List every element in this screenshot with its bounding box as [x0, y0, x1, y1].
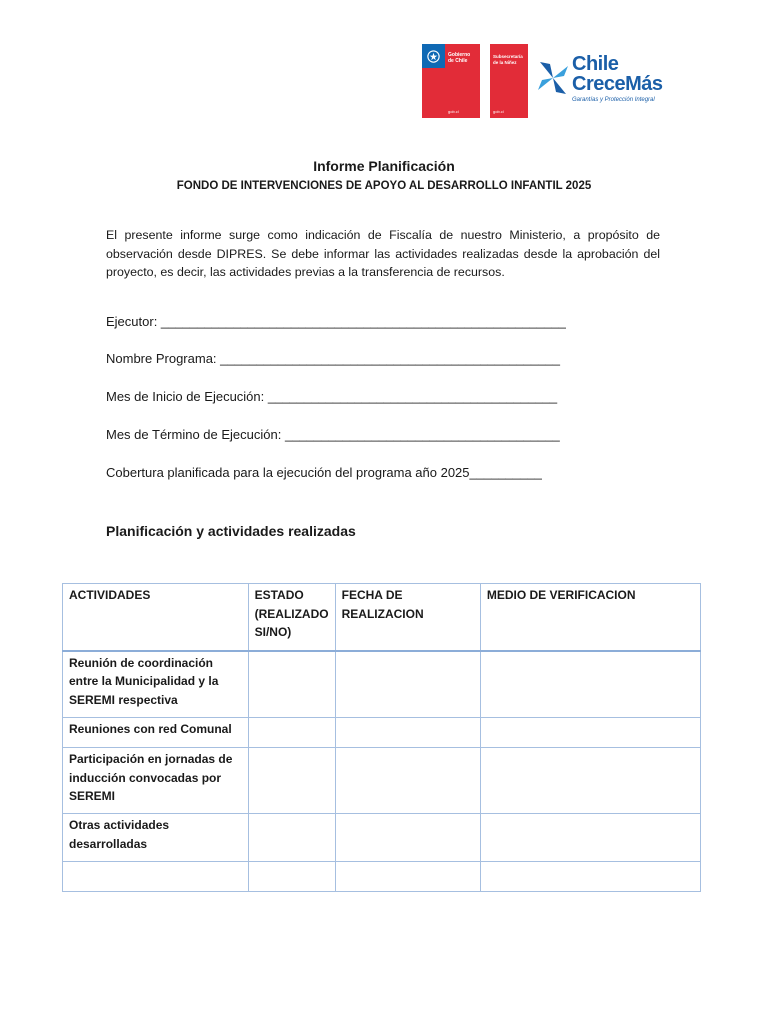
table-row	[63, 748, 701, 814]
activity-cell: Otras actividades desarrolladas	[63, 814, 249, 862]
activities-table	[62, 583, 701, 892]
table-row	[63, 814, 701, 862]
estado-cell[interactable]	[248, 718, 335, 748]
report-title: Informe Planificación	[313, 158, 455, 174]
coat-of-arms-icon	[426, 49, 441, 64]
logo-bar	[422, 44, 667, 120]
activity-cell: Reunión de coordinación entre la Municipalidad y la SEREMI respectiva	[63, 651, 249, 718]
medio-cell[interactable]	[480, 651, 700, 718]
gobierno-de-chile-logo: Gobierno de Chile gob.cl	[422, 44, 480, 118]
estado-cell[interactable]	[248, 651, 335, 718]
fecha-cell[interactable]	[335, 814, 480, 862]
medio-cell[interactable]	[480, 814, 700, 862]
subsecretaria-logo: Subsecretaría de la Niñez gob.cl	[490, 44, 528, 118]
header-actividades: ACTIVIDADES	[63, 584, 249, 651]
medio-cell[interactable]	[480, 862, 700, 892]
medio-cell[interactable]	[480, 748, 700, 814]
header-fecha: FECHA DE REALIZACION	[335, 584, 480, 651]
fecha-cell[interactable]	[335, 862, 480, 892]
estado-cell[interactable]	[248, 814, 335, 862]
intro-paragraph: El presente informe surge como indicación de Fiscalía de nuestro Ministerio, a propósito de observación desde DIPRES. Se debe informar las actividades realizadas desde la aprobación del proyecto, es decir, las actividades previas a la transferencia de recursos.	[106, 228, 660, 279]
fecha-cell[interactable]	[335, 748, 480, 814]
fecha-cell[interactable]	[335, 718, 480, 748]
table-row	[63, 862, 701, 892]
table-row	[63, 651, 701, 718]
estado-cell[interactable]	[248, 748, 335, 814]
header-estado: ESTADO (REALIZADO SI/NO)	[248, 584, 335, 651]
mes-termino-field[interactable]: Mes de Término de Ejecución: ______________________________________	[106, 427, 560, 442]
chile-crece-mas-logo: Chile CreceMás Garantías y Protección Integral	[536, 52, 666, 112]
header-medio: MEDIO DE VERIFICACION	[480, 584, 700, 651]
mes-inicio-field[interactable]: Mes de Inicio de Ejecución: ________________________________________	[106, 389, 558, 404]
table-header-row	[63, 584, 701, 651]
activity-cell: Participación en jornadas de inducción convocadas por SEREMI	[63, 748, 249, 814]
cobertura-field[interactable]: Cobertura planificada para la ejecución del programa año 2025__________	[106, 465, 542, 480]
section-title: Planificación y actividades realizadas	[106, 523, 356, 539]
nombre-programa-field[interactable]: Nombre Programa: _______________________________________________	[106, 351, 560, 366]
fecha-cell[interactable]	[335, 651, 480, 718]
report-subtitle: FONDO DE INTERVENCIONES DE APOYO AL DESARROLLO INFANTIL 2025	[176, 180, 592, 192]
ejecutor-field[interactable]: Ejecutor: ________________________________________________________	[106, 314, 566, 329]
activity-cell[interactable]	[63, 862, 249, 892]
pinwheel-icon	[536, 58, 570, 98]
medio-cell[interactable]	[480, 718, 700, 748]
table-row	[63, 718, 701, 748]
activity-cell: Reuniones con red Comunal	[63, 718, 249, 748]
estado-cell[interactable]	[248, 862, 335, 892]
